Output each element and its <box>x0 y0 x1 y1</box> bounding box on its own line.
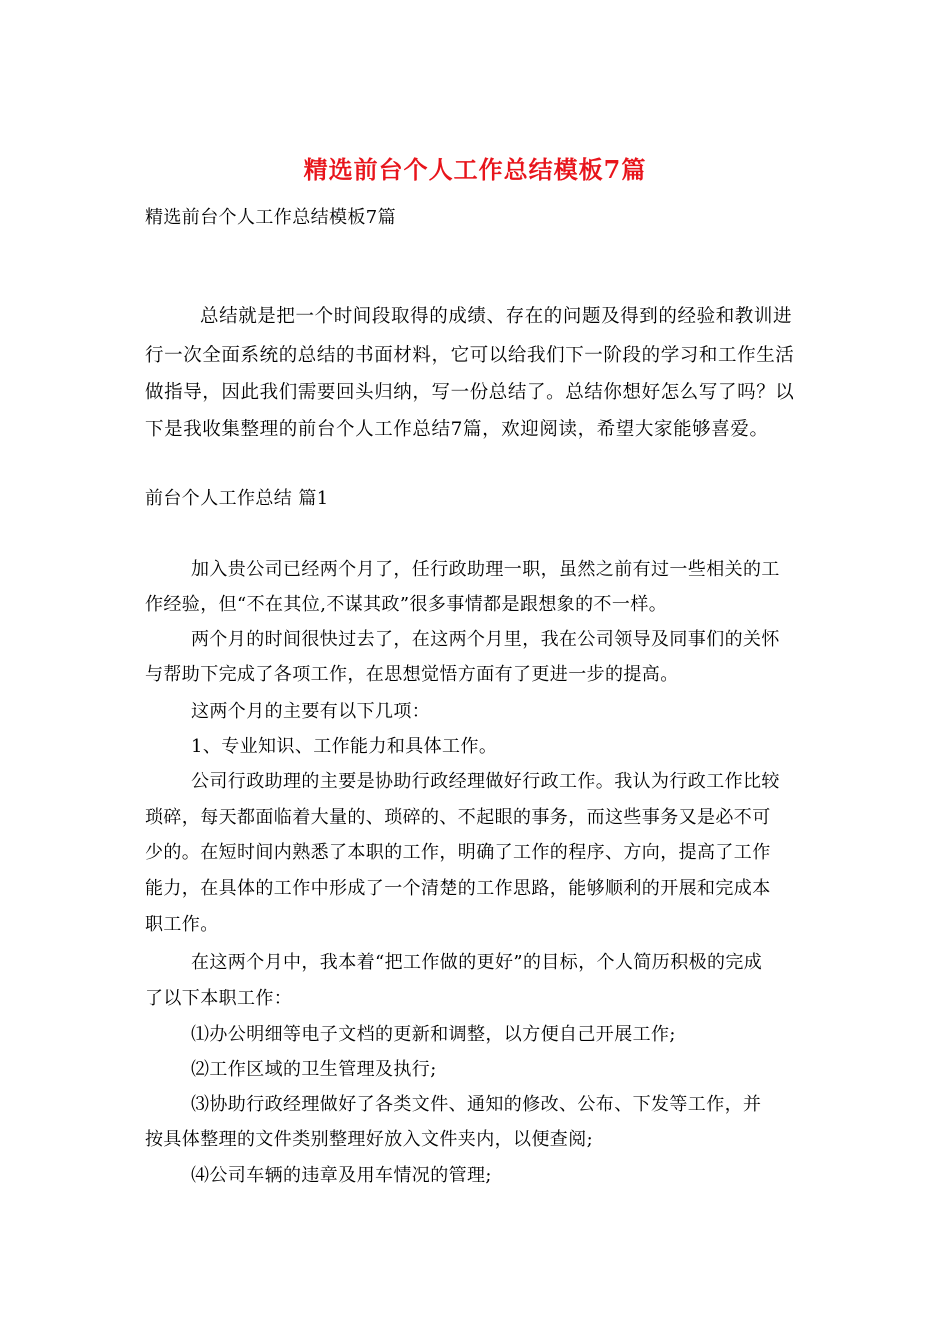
list-item: ⑴办公明细等电子文档的更新和调整，以方便自己开展工作; <box>191 1024 676 1045</box>
body-line: 职工作。 <box>145 914 219 935</box>
intro-line: 总结就是把一个时间段取得的成绩、存在的问题及得到的经验和教训进 <box>200 306 793 327</box>
list-item: ⑷公司车辆的违章及用车情况的管理; <box>191 1165 492 1186</box>
body-line: 在这两个月中，我本着“把工作做的更好”的目标，个人简历积极的完成 <box>191 952 763 973</box>
document-subtitle: 精选前台个人工作总结模板7篇 <box>145 207 397 228</box>
body-line: 与帮助下完成了各项工作，在思想觉悟方面有了更进一步的提高。 <box>145 664 679 685</box>
intro-line: 行一次全面系统的总结的书面材料，它可以给我们下一阶段的学习和工作生活 <box>145 345 795 366</box>
body-line: 这两个月的主要有以下几项： <box>191 701 431 722</box>
document-title: 精选前台个人工作总结模板7篇 <box>303 155 647 184</box>
body-line: 两个月的时间很快过去了，在这两个月里，我在公司领导及同事们的关怀 <box>191 629 780 650</box>
body-line: 了以下本职工作： <box>145 988 293 1009</box>
body-line: 公司行政助理的主要是协助行政经理做好行政工作。我认为行政工作比较 <box>191 771 780 792</box>
section-heading: 前台个人工作总结 篇1 <box>145 488 329 509</box>
body-line: 1、专业知识、工作能力和具体工作。 <box>191 736 498 757</box>
body-line: 作经验，但“不在其位,不谋其政”很多事情都是跟想象的不一样。 <box>145 594 668 615</box>
list-item: ⑵工作区域的卫生管理及执行; <box>191 1059 437 1080</box>
body-line: 琐碎，每天都面临着大量的、琐碎的、不起眼的事务，而这些事务又是必不可 <box>145 807 771 828</box>
body-line: 加入贵公司已经两个月了，任行政助理一职，虽然之前有过一些相关的工 <box>191 559 780 580</box>
body-line: 少的。在短时间内熟悉了本职的工作，明确了工作的程序、方向，提高了工作 <box>145 842 771 863</box>
intro-line: 下是我收集整理的前台个人工作总结7篇，欢迎阅读，希望大家能够喜爱。 <box>145 419 769 440</box>
body-line: 能力，在具体的工作中形成了一个清楚的工作思路，能够顺利的开展和完成本 <box>145 878 771 899</box>
body-line: 按具体整理的文件类别整理好放入文件夹内，以便查阅; <box>145 1129 594 1150</box>
intro-line: 做指导，因此我们需要回头归纳，写一份总结了。总结你想好怎么写了吗？以 <box>145 382 795 403</box>
list-item: ⑶协助行政经理做好了各类文件、通知的修改、公布、下发等工作，并 <box>191 1094 762 1115</box>
